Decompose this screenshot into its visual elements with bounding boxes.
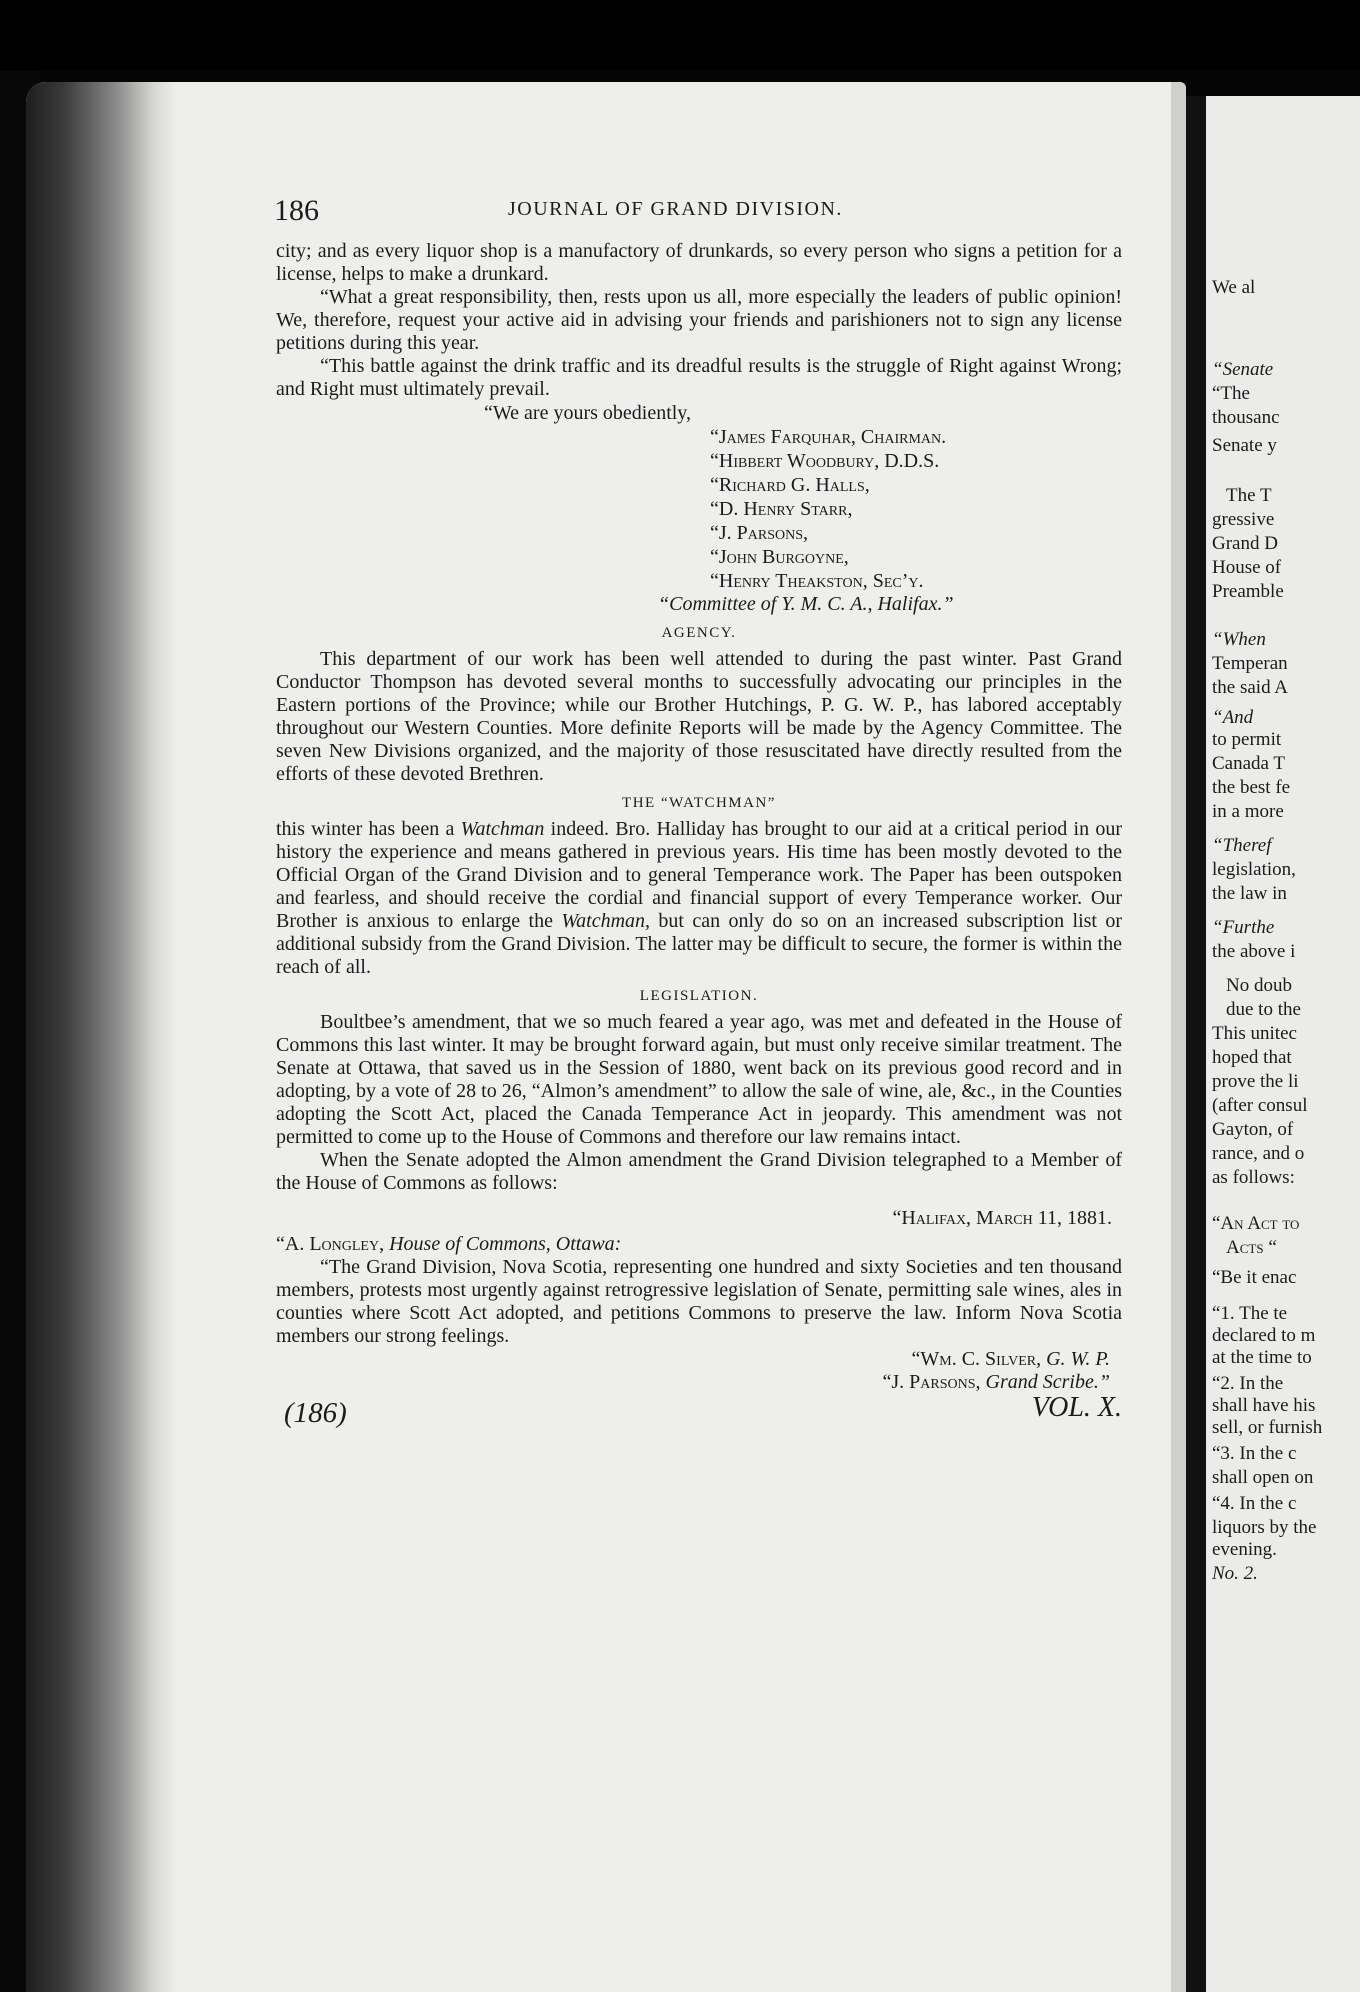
signatory: “J. Parsons, <box>710 522 809 544</box>
page-number: 186 <box>274 194 319 227</box>
right-page-line: Senate y <box>1212 435 1277 456</box>
paragraph-watchman: this winter has been a Watchman indeed. Bro. Halliday has brought to our aid at a critical period in our history the experience and means gathered in previous years. His time has been mostly devoted to the Official Organ of the Grand Division and to general Temperance work. The Paper has been outspoken and fearless, and should receive the cordial and financial support of every Temperance worker. Our Brother is anxious to enlarge the Watchman, but can only do so on an increased subscription list or additional subsidy from the Grand Division. The latter may be difficult to secure, the former is within the reach of all. <box>276 818 1123 978</box>
section-heading-legislation: LEGISLATION. <box>639 988 759 1004</box>
section-heading-agency: AGENCY. <box>661 625 737 641</box>
right-page-line: “Furthe <box>1212 917 1275 938</box>
right-page-line: hoped that <box>1212 1047 1292 1068</box>
paragraph-agency: This department of our work has been well attended to during the past winter. Past Grand Conductor Thompson has devoted several months to successfully advocating our principles in the Eastern portions of the Province; while our Brother Hutchings, P. G. W. P., has labored acceptably throughout our Western Counties. More definite Reports will be made by the Agency Committee. The seven New Divisions organized, and the majority of those resuscitated have directly resulted from the efforts of these devoted Brethren. <box>276 648 1122 785</box>
right-page-line: Temperan <box>1212 653 1288 674</box>
right-page-line: liquors by the <box>1212 1517 1317 1538</box>
right-page-line: “An Act to <box>1212 1213 1300 1234</box>
telegram-address: “A. Longley, House of Commons, Ottawa: <box>276 1233 622 1255</box>
page-gutter-shadow <box>26 82 176 1992</box>
right-page-line: We al <box>1212 277 1256 298</box>
right-page-line: shall open on <box>1212 1467 1314 1488</box>
right-page-line: Canada T <box>1212 753 1285 774</box>
right-page-line: “The <box>1212 383 1250 404</box>
page-header <box>274 194 1120 226</box>
right-page-line: No doub <box>1226 975 1292 996</box>
page-text <box>276 240 1122 1440</box>
paragraph-city: city; and as every liquor shop is a manufactory of drunkards, so every person who signs a petition for a license, helps to make a drunkard. <box>276 240 1122 285</box>
volume-label: VOL. X. <box>1031 1392 1122 1423</box>
telegram-date: “Halifax, March 11, 1881. <box>892 1207 1112 1229</box>
right-page-line: the law in <box>1212 883 1287 904</box>
binding-gap <box>1186 96 1206 1992</box>
section-heading-watchman: THE “WATCHMAN” <box>622 795 776 811</box>
right-page-line: shall have his <box>1212 1395 1316 1416</box>
right-page-line: rance, and o <box>1212 1143 1305 1164</box>
signature-block <box>276 425 1122 616</box>
paragraph-responsibility: “What a great responsibility, then, rests upon us all, more especially the leaders of public opinion! We, therefore, request your active aid in advising your friends and parishioners not to sign any license petitions during this year. <box>276 286 1122 354</box>
right-page-line: the above i <box>1212 941 1296 962</box>
right-page-line: evening. <box>1212 1539 1277 1560</box>
page-footer <box>276 1392 1122 1440</box>
right-page-line: sell, or furnish <box>1212 1417 1323 1438</box>
telegram-signer: “J. Parsons, Grand Scribe.” <box>882 1371 1110 1393</box>
paragraph-battle: “This battle against the drink traffic and its dreadful results is the struggle of Right against Wrong; and Right must ultimately prevail. <box>276 355 1122 400</box>
right-page-line: the best fe <box>1212 777 1291 798</box>
paragraph-telegraph-intro: When the Senate adopted the Almon amendment the Grand Division telegraphed to a Member of the House of Commons as follows: <box>276 1149 1122 1194</box>
right-page-line: (after consul <box>1212 1095 1308 1116</box>
right-page-line: in a more <box>1212 801 1284 822</box>
right-page-line: House of <box>1212 557 1282 578</box>
right-page-fragment <box>1206 96 1360 1992</box>
signatory: “Henry Theakston, Sec’y. <box>710 570 924 592</box>
right-page-line: gressive <box>1212 509 1275 530</box>
right-page-line: This unitec <box>1212 1023 1297 1044</box>
right-page-line: due to the <box>1226 999 1301 1020</box>
right-page-line: “When <box>1212 629 1266 650</box>
right-page-line: to permit <box>1212 729 1282 750</box>
signatory: “Hibbert Woodbury, D.D.S. <box>710 450 940 472</box>
handwritten-page-number: (186) <box>284 1397 347 1429</box>
right-page-line: Gayton, of <box>1212 1119 1294 1140</box>
right-page-line: Preamble <box>1212 581 1284 602</box>
right-page-line: Acts “ <box>1226 1237 1277 1258</box>
right-page-line: “4. In the c <box>1212 1493 1297 1514</box>
right-page-line: The T <box>1226 485 1272 506</box>
right-page-line: “Theref <box>1212 835 1272 856</box>
right-page-line: “1. The te <box>1212 1303 1288 1324</box>
signatory: “James Farquhar, Chairman. <box>710 426 947 448</box>
letter-closing: “We are yours obediently, <box>484 402 692 424</box>
right-page-line: as follows: <box>1212 1167 1295 1188</box>
signatory: “D. Henry Starr, <box>710 498 853 520</box>
right-page-line: “3. In the c <box>1212 1443 1297 1464</box>
page-edge <box>1171 82 1186 1992</box>
right-page-line: declared to m <box>1212 1325 1316 1346</box>
right-page-line: the said A <box>1212 677 1288 698</box>
right-page-line: “Be it enac <box>1212 1267 1297 1288</box>
right-page-line: prove the li <box>1212 1071 1299 1092</box>
running-head: JOURNAL OF GRAND DIVISION. <box>508 198 843 220</box>
scan-border-top <box>0 0 1360 70</box>
right-page-line: legislation, <box>1212 859 1296 880</box>
telegram-body: “The Grand Division, Nova Scotia, representing one hundred and sixty Societies and ten thousand members, protests most urgently against retrogressive legislation of Senate, permitting sale wines, ales in counties where Scott Act adopted, and petitions Commons to preserve the law. Inform Nova Scotia members our strong feelings. <box>276 1256 1122 1347</box>
paragraph-legislation: Boultbee’s amendment, that we so much feared a year ago, was met and defeated in the House of Commons this last winter. It may be brought forward again, but must only receive similar treatment. The Senate at Ottawa, that saved us in the Session of 1880, went back on its previous good record and in adopting, by a vote of 28 to 26, “Almon’s amendment” to allow the sale of wine, ale, &c., in the Counties adopting the Scott Act, placed the Canada Temperance Act in jeopardy. This amendment was not permitted to come up to the House of Commons and therefore our law remains intact. <box>276 1011 1122 1148</box>
signatory: “John Burgoyne, <box>710 546 849 568</box>
right-page-line: “And <box>1212 707 1254 728</box>
right-page-line: thousanc <box>1212 407 1280 428</box>
telegram-signer: “Wm. C. Silver, G. W. P. <box>911 1348 1110 1370</box>
right-page-line: “2. In the <box>1212 1373 1284 1394</box>
right-page-line: Grand D <box>1212 533 1278 554</box>
right-page-line: No. 2. <box>1212 1563 1258 1584</box>
right-page-line: “Senate <box>1212 359 1274 380</box>
signatory: “Richard G. Halls, <box>710 474 870 496</box>
committee-line: “Committee of Y. M. C. A., Halifax.” <box>658 593 954 615</box>
right-page-line: at the time to <box>1212 1347 1312 1368</box>
